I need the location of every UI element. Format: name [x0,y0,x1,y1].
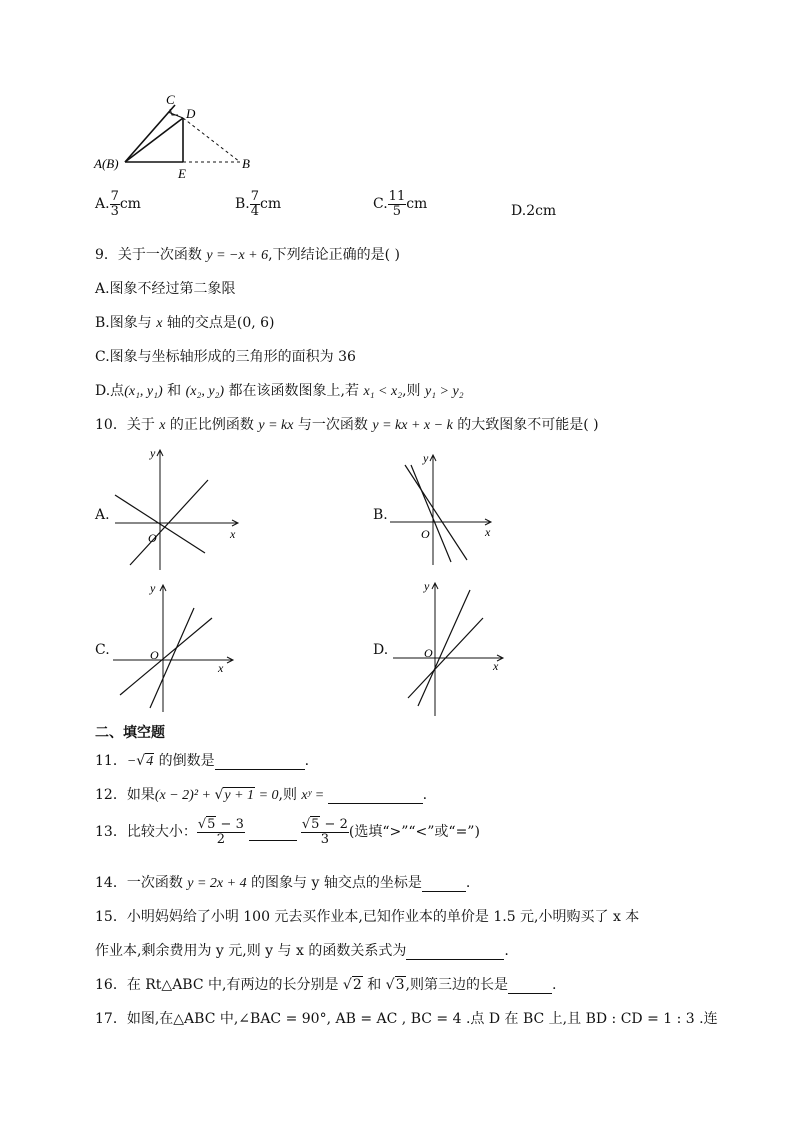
q8-option-c[interactable]: C. $\frac{11}{5}$ cm [373,189,428,219]
q16: 16．在 Rt△ABC 中,有两边的长分别是 √2 和 √3,则第三边的长是 . [95,977,557,993]
q12: 12．如果(x − 2)² + √y + 1 = 0,则 xʸ = . [95,787,428,803]
graph-d[interactable] [388,578,508,718]
svg-text:y: y [150,446,156,460]
fraction: $\frac{7}{3}$ [110,189,119,219]
q8-option-b[interactable]: B. $\frac{7}{4}$ cm [235,189,282,219]
q17: 17．如图,在△ABC 中,∠BAC = 90°, AB = AC , BC = 4 .点 D 在 BC 上,且 BD : CD = 1 : 3 .连 [95,1011,718,1027]
graph-a[interactable] [110,445,245,575]
edge-ad [125,118,183,162]
answer-blank[interactable] [406,943,504,960]
answer-blank[interactable] [422,875,466,892]
graph-c-label: C. [95,642,110,658]
q11: 11．−√4 的倒数是 . [95,753,310,769]
answer-blank[interactable] [215,753,305,770]
edge-ac [125,105,175,162]
answer-blank[interactable] [328,787,423,804]
q15-line2: 作业本,剩余费用为 y 元,则 y 与 x 的函数关系式为 . [95,943,509,959]
q13: 13．比较大小： $\frac{√5 - 3}{2}$ $\frac{√5 - 2}{3}$ (选填“>”“<”或“=”) [95,817,480,847]
graph-b-label: B. [373,507,388,523]
label-ab: A(B) [94,156,119,171]
svg-text:O: O [148,531,157,545]
q9-option-c[interactable]: C.图象与坐标轴形成的三角形的面积为 36 [95,349,356,365]
label-c: C [166,92,175,107]
q9-option-b[interactable]: B.图象与 x 轴的交点是(0, 6) [95,315,275,331]
q15-line1: 15．小明妈妈给了小明 100 元去买作业本,已知作业本的单价是 1.5 元,小明购买了 x 本 [95,909,640,925]
line-1 [405,465,467,560]
q9-stem: 9．关于一次函数 y = −x + 6,下列结论正确的是( ) [95,247,400,263]
svg-text:O: O [150,648,159,662]
line-1 [120,618,212,695]
graph-d-label: D. [373,642,389,658]
svg-text:y: y [424,579,430,593]
q9-option-a[interactable]: A.图象不经过第二象限 [95,281,236,297]
answer-blank[interactable] [249,824,297,841]
svg-text:O: O [424,646,433,660]
q8-option-d[interactable]: D.2cm [511,203,557,219]
line-2 [411,465,451,562]
graph-a-label: A. [95,507,110,523]
svg-text:y: y [423,451,429,465]
svg-text:O: O [421,527,430,541]
label-b: B [242,156,250,171]
fraction: $\frac{7}{4}$ [250,189,260,219]
q9-option-d[interactable]: D.点(x₁, y₁) 和 (x₂, y₂) 都在该函数图象上,若 x₁ < x₂,则 y₁ > y₂ [95,383,464,399]
label-d: D [186,106,196,121]
fraction-2: $\frac{√5 - 2}{3}$ [301,817,348,847]
graph-b[interactable] [385,450,500,568]
q14: 14．一次函数 y = 2x + 4 的图象与 y 轴交点的坐标是 . [95,875,471,891]
fraction-1: $\frac{√5 - 3}{2}$ [197,817,244,847]
svg-text:x: x [218,661,224,675]
svg-text:x: x [485,525,491,539]
svg-text:x: x [230,527,236,541]
section-heading: 二、填空题 [95,725,165,741]
triangle-figure [90,90,260,185]
q8-option-a[interactable]: A. $\frac{7}{3}$ cm [95,189,141,219]
svg-text:y: y [150,581,156,595]
graph-c[interactable] [108,580,238,715]
edge-db-dashed [183,118,240,162]
fraction: $\frac{11}{5}$ [388,189,406,219]
svg-text:x: x [493,659,499,673]
answer-blank[interactable] [508,977,552,994]
label-e: E [178,166,186,181]
q10-stem: 10．关于 x 的正比例函数 y = kx 与一次函数 y = kx + x − k 的大致图象不可能是( ) [95,417,599,433]
